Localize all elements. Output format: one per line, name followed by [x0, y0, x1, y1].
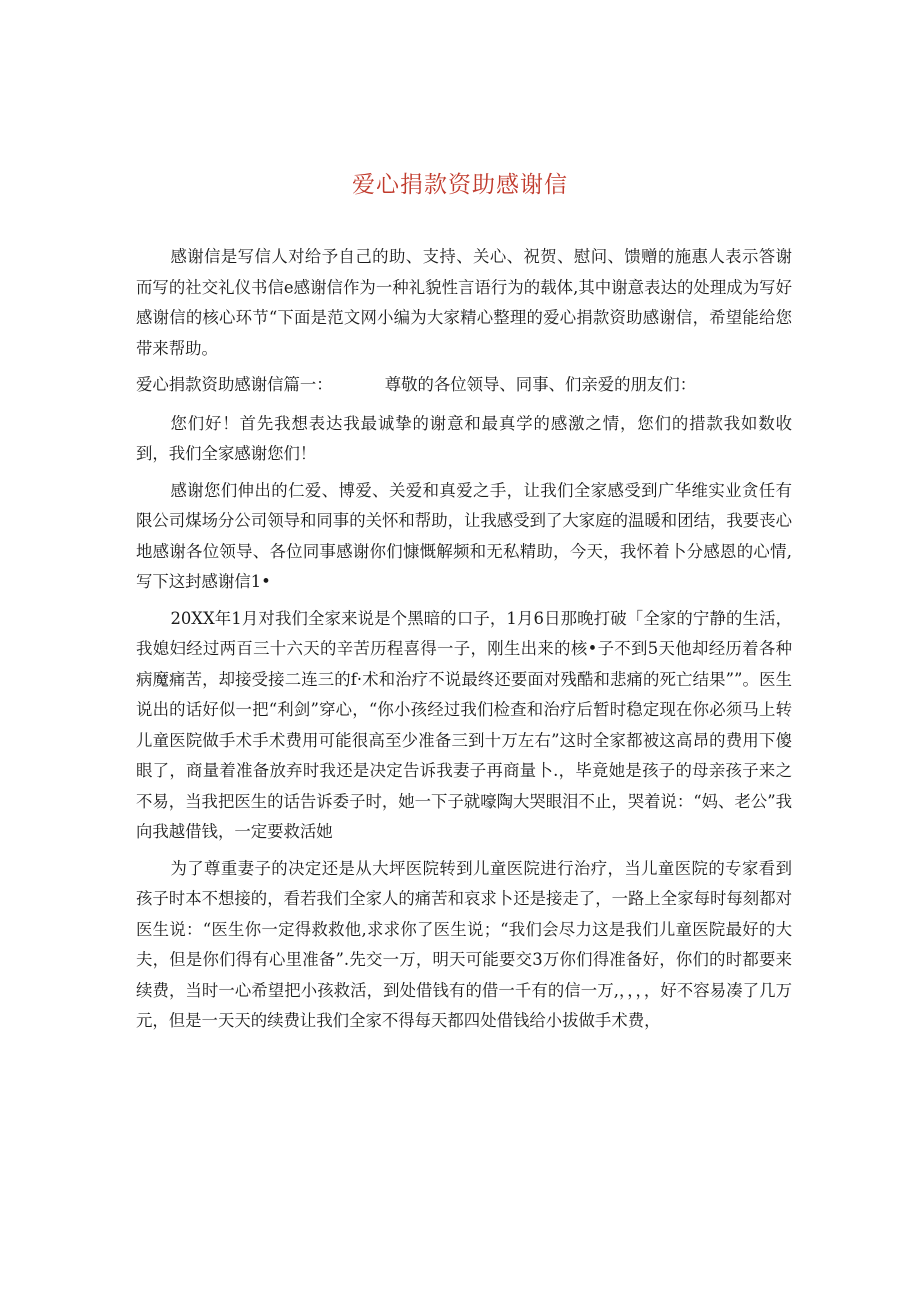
body-paragraph-1: 您们好！首先我想表达我最诚挚的谢意和最真学的感激之情，您们的措款我如数收到，我们全家感谢您们！: [136, 413, 792, 463]
section-heading-line: [136, 370, 792, 401]
document-title: 爱心捐款资助感谢信: [352, 172, 568, 198]
body-paragraph-2: 感谢您们伸出的仁爱、博爱、关爱和真爱之手，让我们全家感受到广华维实业贪任有限公司煤场分公司领导和同事的关怀和帮助，让我感受到了大家庭的温暖和团结，我要丧心地感谢各位领导、各位同事感谢你们慷慨解频和无私精助，今天，我怀着卜分感恩的心情,写下这封感谢信1•: [136, 480, 792, 591]
body-paragraph-3: 20XX年1月对我们全家来说是个黑暗的口子，1月6日那晚打破「全家的宁静的生活，我媳妇经过两百三十六天的辛苦历程喜得一子，刚生出来的核•子不到5天他却经历着各种病魔痛苦，却接受接二连三的f·术和治疗不说最终还要面对残酷和悲痛的死亡结果””。医生说出的话好似一把“利剑”穿心，“你小孩经过我们检查和治疗后暂时稳定现在你必须马上转儿童医院做手术手术费用可能很高至少准备三到十万左右”这时全家都被这高昂的费用下傻眼了，商量着准备放弃时我还是决定告诉我妻子再商量卜.，毕竟她是孩子的母亲孩子来之不易，当我把医生的话告诉委子时，她一下子就嚎陶大哭眼泪不止，哭着说：“妈、老公”我向我越借钱，一定要救活她: [136, 608, 792, 841]
intro-paragraph: 感谢信是写信人对给予自己的助、支持、关心、祝贺、慰问、馈赠的施惠人表示答谢而写的社交礼仪书信e感谢信作为一种礼貌性言语行为的载体,其中谢意表达的处理成为写好感谢信的核心环节“下面是范文网小编为大家精心整理的爱心捐款资助感谢信，希望能给您带来帮助。: [136, 247, 792, 358]
body-paragraph-4: 为了尊重妻子的决定还是从大坪医院转到儿童医院进行治疗，当儿童医院的专家看到孩子时本不想接的，看若我们全家人的痛苦和哀求卜还是接走了，一路上全家每时每刻都对医生说：“医生你一定得救救他,求求你了医生说；“我们会尽力这是我们儿童医院最好的大夫，但是你们得有心里准备”.先交一万，明天可能要交3万你们得准备好，你们的时都要来续费，当时一心希望把小孩救活，到处借钱有的借一千有的信一万,，，，，好不容易凑了几万元，但是一天天的续费让我们全家不得每天都四处借钱给小拔做手术费，: [136, 858, 792, 1030]
section-heading: 爱心捐款资助感谢信篇一：: [136, 375, 333, 394]
salutation: 尊敬的各位领导、同事、们亲爱的朋友们：: [384, 375, 697, 394]
document-body: [136, 242, 792, 1043]
